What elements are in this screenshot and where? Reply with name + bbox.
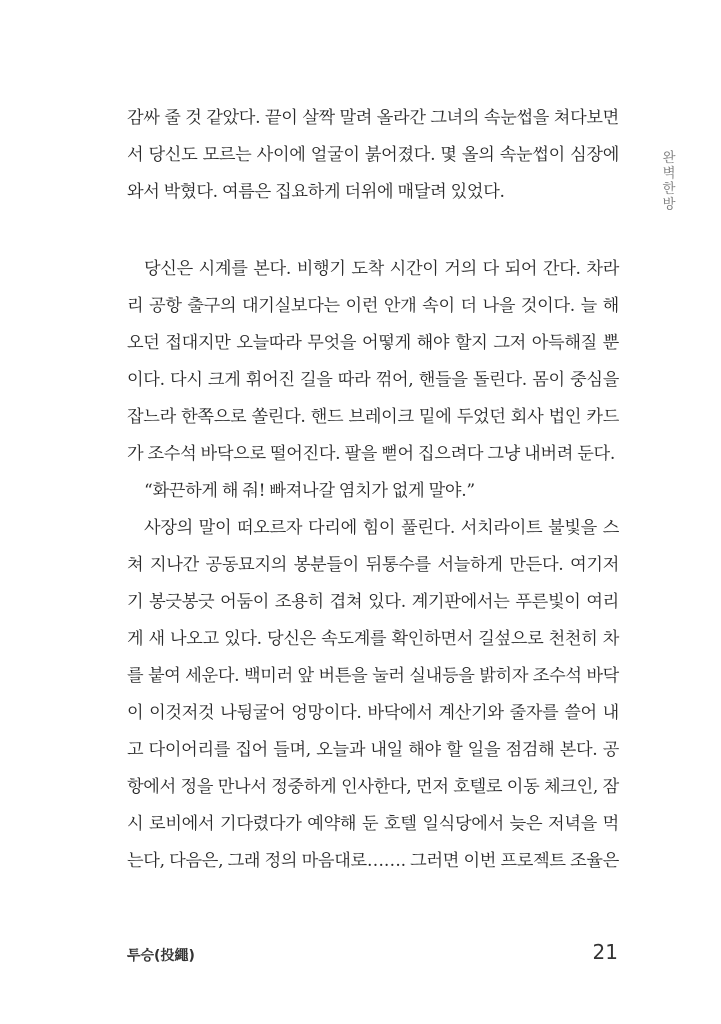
text-line: 가 조수석 바닥으로 떨어진다. 팔을 뻗어 집으려다 그냥 내버려 둔다. [127,444,615,464]
text-line: 쳐 지나간 공동묘지의 봉분들이 뒤통수를 서늘하게 만든다. 여기저 [127,555,619,575]
text-line: 는다, 다음은, 그래 정의 마음대로……. 그러면 이번 프로젝트 조율은 [127,851,619,871]
text-line: 이 이것저것 나뒹굴어 엉망이다. 바닥에서 계산기와 줄자를 쓸어 내 [127,703,619,723]
text-line: 사장의 말이 떠오르자 다리에 힘이 풀린다. 서치라이트 불빛을 스 [144,518,619,538]
text-line: 기 봉긋봉긋 어둠이 조용히 겹쳐 있다. 계기판에서는 푸른빛이 여리 [127,592,619,612]
footer-book-title: 투승(投繩) [127,948,195,964]
text-line: 당신은 시계를 본다. 비행기 도착 시간이 거의 다 되어 간다. 차라 [144,259,619,279]
body-text [127,100,619,880]
dialogue-line: “화끈하게 해 줘! 빠져나갈 염치가 없게 말야.” [144,481,475,501]
section-break [127,211,619,251]
text-line: 게 새 나오고 있다. 당신은 속도계를 확인하면서 길섶으로 천천히 차 [127,629,619,649]
text-line: 서 당신도 모르는 사이에 얼굴이 붉어졌다. 몇 올의 속눈썹이 심장에 [127,145,619,165]
text-line: 리 공항 출구의 대기실보다는 이런 안개 속이 더 나을 것이다. 늘 해 [127,296,619,316]
text-line: 감싸 줄 것 같았다. 끝이 살짝 말려 올라간 그녀의 속눈썹을 쳐다보면 [127,108,619,128]
text-line: 잡느라 한쪽으로 쏠린다. 핸드 브레이크 밑에 두었던 회사 법인 카드 [127,407,619,427]
text-line: 이다. 다시 크게 휘어진 길을 따라 꺾어, 핸들을 돌린다. 몸이 중심을 [127,370,619,390]
text-line: 를 붙여 세운다. 백미러 앞 버튼을 눌러 실내등을 밝히자 조수석 바닥 [127,666,619,686]
text-line: 오던 접대지만 오늘따라 무엇을 어떻게 해야 할지 그저 아득해질 뿐 [127,333,619,353]
text-line: 고 다이어리를 집어 들며, 오늘과 내일 해야 할 일을 점검해 본다. 공 [127,740,619,760]
text-line: 시 로비에서 기다렸다가 예약해 둔 호텔 일식당에서 늦은 저녁을 먹 [127,814,619,834]
page-number: 21 [592,940,618,964]
text-line: 항에서 정을 만나서 정중하게 인사한다, 먼저 호텔로 이동 체크인, 잠 [127,777,619,797]
text-line: 와서 박혔다. 여름은 집요하게 더위에 매달려 있었다. [127,182,505,202]
running-head-title: 완벽한방 [659,150,675,212]
